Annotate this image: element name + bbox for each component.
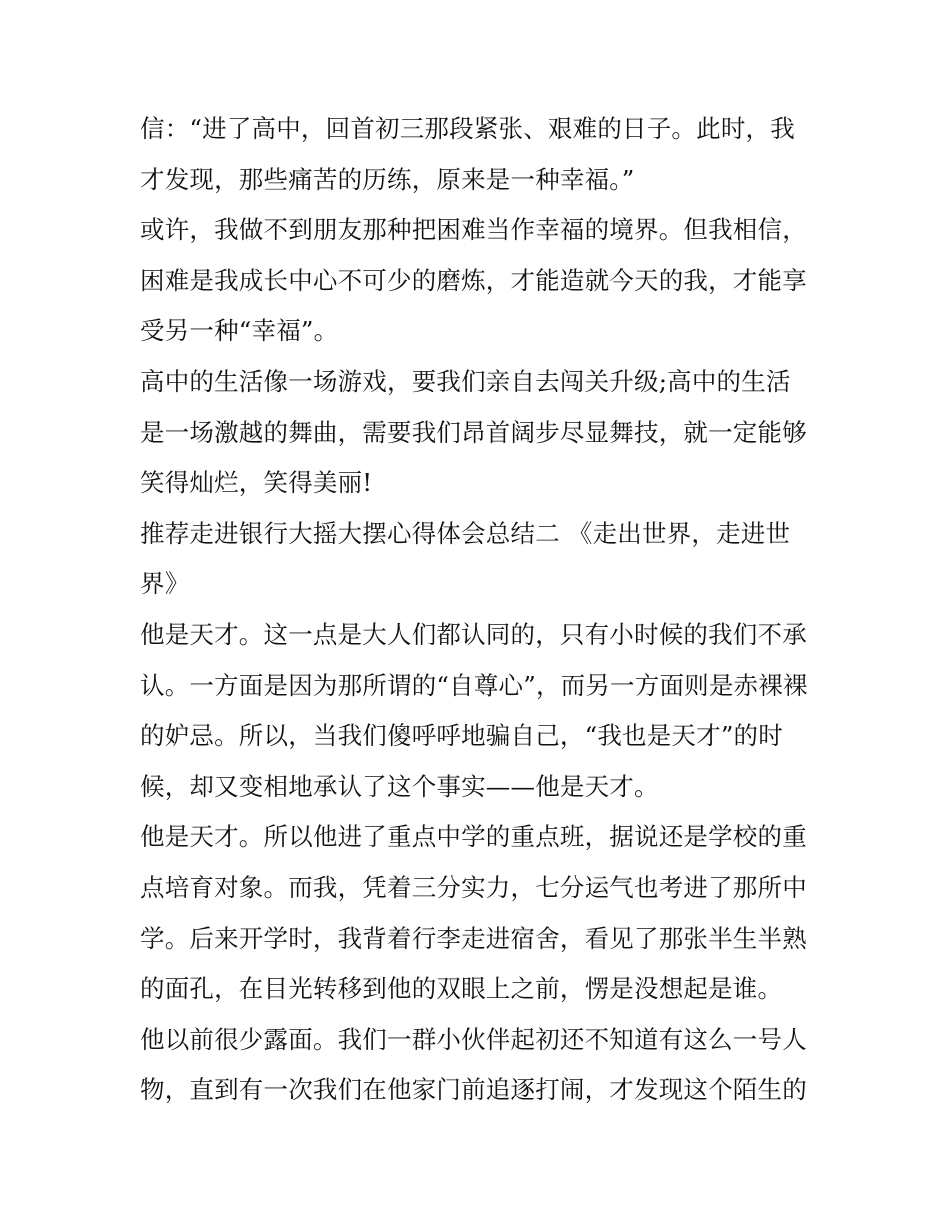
text-line: 才发现，那些痛苦的历练，原来是一种幸福。”: [140, 164, 635, 194]
text-line: 点培育对象。而我，凭着三分实力，七分运气也考进了那所中: [140, 872, 807, 902]
text-line: 受另一种“幸福”。: [140, 316, 339, 346]
text-line: 学。后来开学时，我背着行李走进宿舍，看见了那张半生半熟: [140, 923, 807, 953]
text-line: 困难是我成长中心不可少的磨炼，才能造就今天的我，才能享: [140, 265, 807, 295]
section-heading-line: 界》: [140, 569, 190, 599]
text-line: 是一场激越的舞曲，需要我们昂首阔步尽显舞技，就一定能够: [140, 417, 807, 447]
text-line: 高中的生活像一场游戏，要我们亲自去闯关升级;高中的生活: [140, 366, 791, 396]
text-line: 他是天才。这一点是大人们都认同的，只有小时候的我们不承: [140, 619, 807, 649]
text-line: 他是天才。所以他进了重点中学的重点班，据说还是学校的重: [140, 822, 807, 852]
text-line: 笑得灿烂，笑得美丽!: [140, 468, 373, 498]
text-line: 候，却又变相地承认了这个事实——他是天才。: [140, 771, 659, 801]
text-line: 的妒忌。所以，当我们傻呼呼地骗自己，“我也是天才”的时: [140, 721, 783, 751]
section-heading-line: 推荐走进银行大摇大摆心得体会总结二 《走出世界，走进世: [140, 518, 791, 548]
text-line: 或许，我做不到朋友那种把困难当作幸福的境界。但我相信，: [140, 215, 807, 245]
text-line: 认。一方面是因为那所谓的“自尊心”，而另一方面则是赤裸裸: [140, 670, 808, 700]
text-line: 信：“进了高中，回首初三那段紧张、艰难的日子。此时，我: [140, 114, 795, 143]
essay-body: [140, 104, 820, 1116]
text-line: 的面孔，在目光转移到他的双眼上之前，愣是没想起是谁。: [140, 974, 783, 1004]
text-line: 物，直到有一次我们在他家门前追逐打闹，才发现这个陌生的: [140, 1075, 807, 1105]
text-line: 他以前很少露面。我们一群小伙伴起初还不知道有这么一号人: [140, 1024, 807, 1054]
